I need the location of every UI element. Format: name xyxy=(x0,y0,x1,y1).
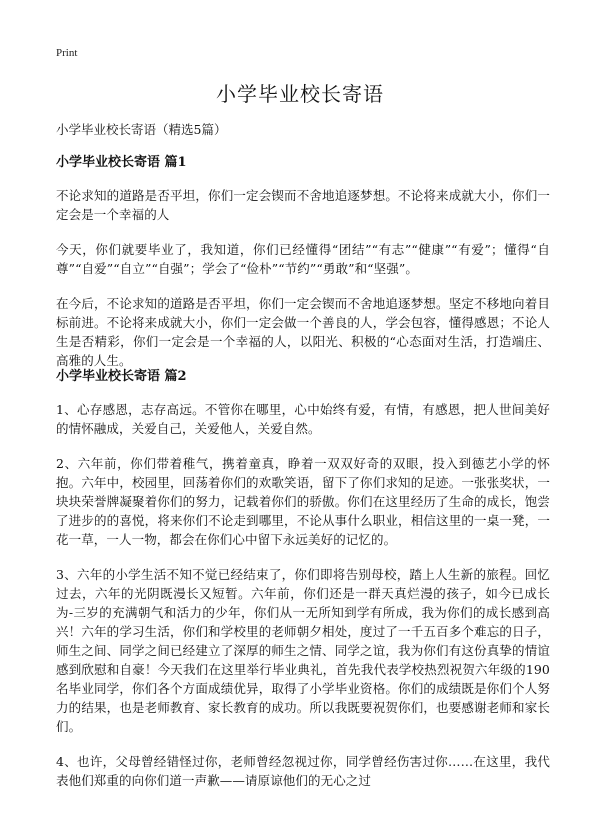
page-title: 小学毕业校长寄语 xyxy=(216,82,384,106)
paragraph: 3、六年的小学生活不知不觉已经结束了，你们即将告别母校，踏上人生新的旅程。回忆过去，六年的光阴既漫长又短暂。六年前，你们还是一群天真烂漫的孩子，如今已成长为-三岁的充满朝气和活力的少年，你们从一无所知到学有所成，我为你们的成长感到高兴！六年的学习生活，你们和学校里的老师朝夕相处，度过了一千五百多个难忘的日子，师生之间、同学之间已经建立了深厚的师生之情、同学之谊，我为你们有这份真挚的情谊感到欣慰和自豪！今天我们在这里举行毕业典礼，首先我代表学校热烈祝贺六年级的190名毕业同学，你们各个方面成绩优异，取得了小学毕业资格。你们的成绩既是你们个人努力的结果，也是老师教育、家长教育的成功。所以我既要祝贺你们，也要感谢老师和家长们。 xyxy=(56,567,550,734)
paragraph: 4、也许，父母曾经错怪过你，老师曾经忽视过你，同学曾经伤害过你……在这里，我代表他们郑重的向你们道一声歉——请原谅他们的无心之过 xyxy=(56,754,550,788)
paragraph: 1、心存感恩，志存高远。不管你在哪里，心中始终有爱，有情，有感恩，把人世间美好的情怀融成，关爱自己，关爱他人，关爱自然。 xyxy=(56,402,550,436)
paragraph: 今天，你们就要毕业了，我知道，你们已经懂得“团结”“有志”“健康”“有爱”；懂得“自尊”“自爱”“自立”“自强”；学会了“俭朴”“节约”“勇敢”和“坚强”。 xyxy=(56,242,550,276)
paragraph: 2、六年前，你们带着稚气，携着童真，睁着一双双好奇的双眼，投入到德艺小学的怀抱。六年中，校园里，回荡着你们的欢歌笑语，留下了你们求知的足迹。一张张奖状，一块块荣誉牌凝聚着你们的努力，记载着你们的骄傲。你们在这里经历了生命的成长，饱尝了进步的的喜悦，将来你们不论走到哪里，不论从事什么职业，相信这里的一桌一凳，一花一草，一人一物，都会在你们心中留下永远美好的记忆的。 xyxy=(56,456,550,547)
section-heading: 小学毕业校长寄语 篇1 xyxy=(56,155,187,170)
section-1 xyxy=(56,151,550,386)
section-heading: 小学毕业校长寄语 篇2 xyxy=(56,369,187,384)
paragraph: 在今后，不论求知的道路是否平坦，你们一定会锲而不舍地追逐梦想。坚定不移地向着目标前进。不论将来成就大小，你们一定会做一个善良的人，学会包容，懂得感恩；不论人生是否精彩，你们一定会是一个幸福的人，以阳光、积极的“心态面对生活，打造端庄、高雅的人生。 xyxy=(56,296,550,368)
print-label: Print xyxy=(56,47,78,59)
section-2 xyxy=(56,365,550,806)
paragraph: 不论求知的道路是否平坦，你们一定会锲而不舍地追逐梦想。不论将来成就大小，你们一定会是一个幸福的人 xyxy=(56,188,550,222)
document-subtitle: 小学毕业校长寄语（精选5篇） xyxy=(56,122,227,137)
